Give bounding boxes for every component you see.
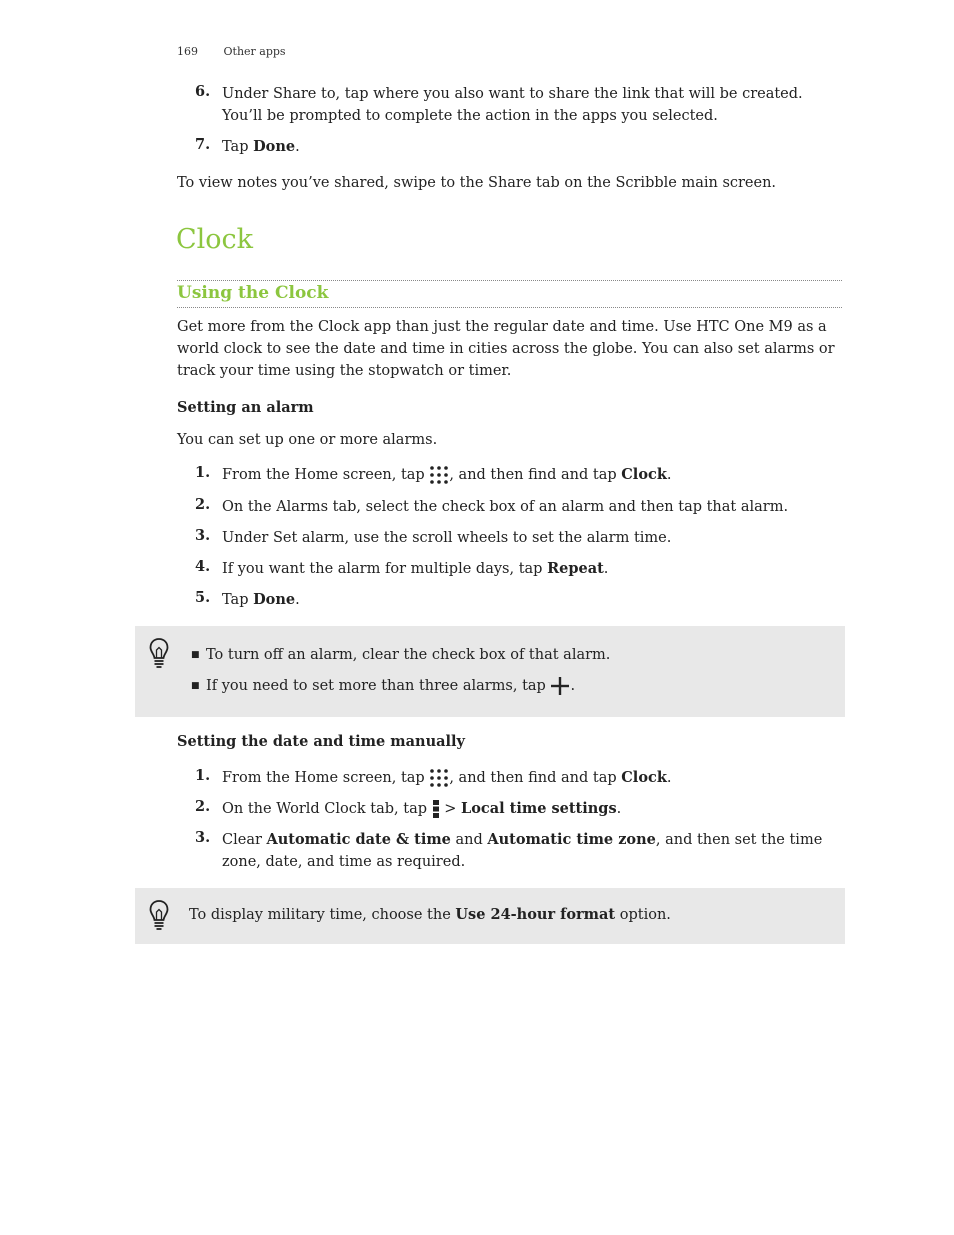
step-number: 3. [195, 527, 211, 544]
step-text [222, 136, 832, 158]
tip-box [135, 626, 845, 717]
tip-text-part: To display military time, choose the [189, 907, 456, 923]
step-text-part: . [616, 801, 622, 817]
bullet-icon: ■ [191, 681, 200, 691]
step-text-part: , and then find and tap [449, 770, 622, 786]
step-text-bold: Local time settings [461, 800, 617, 817]
divider [177, 307, 842, 308]
step-text-bold: Clock [621, 466, 667, 483]
plus-icon [550, 676, 570, 696]
step-text-bold: Repeat [547, 560, 604, 577]
bullet-icon: ■ [191, 650, 200, 660]
step-number: 5. [195, 589, 211, 606]
page-header [177, 45, 286, 58]
step-number: 4. [195, 558, 211, 575]
apps-grid-icon [429, 465, 449, 485]
subheading: Setting an alarm [177, 399, 314, 416]
step-number: 6. [195, 83, 211, 100]
step-text [222, 829, 832, 873]
step-text [222, 464, 832, 486]
lightbulb-icon [149, 637, 169, 669]
step-text-part: , and then set the time zone, date, and time as required. [222, 832, 823, 870]
step-text [222, 767, 832, 789]
tip-text-part: If you need to set more than three alarms, tap [206, 678, 551, 694]
tip-text-bold: Use 24-hour format [455, 906, 616, 923]
step-text-bold: Done [253, 138, 296, 155]
paragraph: To view notes you’ve shared, swipe to the Share tab on the Scribble main screen. [177, 175, 777, 191]
step-text-part: . [295, 139, 300, 155]
step-text-bold: Clock [621, 769, 667, 786]
step-text-part: Clear [222, 832, 267, 848]
step-text-bold: Automatic date & time [266, 831, 451, 848]
tip-text-part: option. [615, 907, 671, 923]
step-text-part: , and then find and tap [449, 467, 622, 483]
tip-text [206, 675, 575, 697]
apps-grid-icon [429, 768, 449, 788]
step-text-part: . [295, 592, 300, 608]
step-number: 1. [195, 767, 211, 784]
step-text-part: On the World Clock tab, tap [222, 801, 432, 817]
step-text: On the Alarms tab, select the check box of an alarm and then tap that alarm. [222, 499, 789, 515]
step-number: 3. [195, 829, 211, 846]
step-text-part: and [450, 832, 488, 848]
section-title: Using the Clock [177, 283, 329, 303]
step-text [222, 589, 832, 611]
step-text-part: > [439, 801, 461, 817]
step-text-part: Tap [222, 592, 254, 608]
tip-text [189, 904, 671, 926]
divider [177, 280, 842, 281]
step-text [222, 798, 832, 820]
step-text-part: From the Home screen, tap [222, 467, 430, 483]
page-number: 169 [177, 45, 198, 58]
step-text-part: If you want the alarm for multiple days, tap [222, 561, 548, 577]
step-text-part: . [666, 770, 672, 786]
step-number: 2. [195, 496, 211, 513]
paragraph: Get more from the Clock app than just the regular date and time. Use HTC One M9 as a world clock to see the date and time in cities across the globe. You can also set alarms or track your time using the stopwatch or timer. [177, 319, 835, 379]
lightbulb-icon [149, 899, 169, 931]
subheading: Setting the date and time manually [177, 733, 465, 750]
step-text: Under Set alarm, use the scroll wheels to set the alarm time. [222, 530, 672, 546]
step-text-part: From the Home screen, tap [222, 770, 430, 786]
step-number: 2. [195, 798, 211, 815]
step-text [222, 558, 832, 580]
step-number: 7. [195, 136, 211, 153]
paragraph: You can set up one or more alarms. [177, 432, 438, 448]
step-text-part: . [603, 561, 609, 577]
overflow-menu-icon [432, 799, 440, 819]
tip-text-part: . [570, 678, 576, 694]
step-text-bold: Automatic time zone [487, 831, 656, 848]
chapter-title: Clock [176, 224, 254, 255]
header-section: Other apps [223, 45, 286, 58]
tip-text: To turn off an alarm, clear the check box of that alarm. [206, 647, 611, 663]
step-number: 1. [195, 464, 211, 481]
step-text-part: Tap [222, 139, 254, 155]
step-text: Under Share to, tap where you also want to share the link that will be created. You’ll be prompted to complete the action in the apps you selected. [222, 86, 803, 124]
step-text-bold: Done [253, 591, 296, 608]
step-text-part: . [666, 467, 672, 483]
